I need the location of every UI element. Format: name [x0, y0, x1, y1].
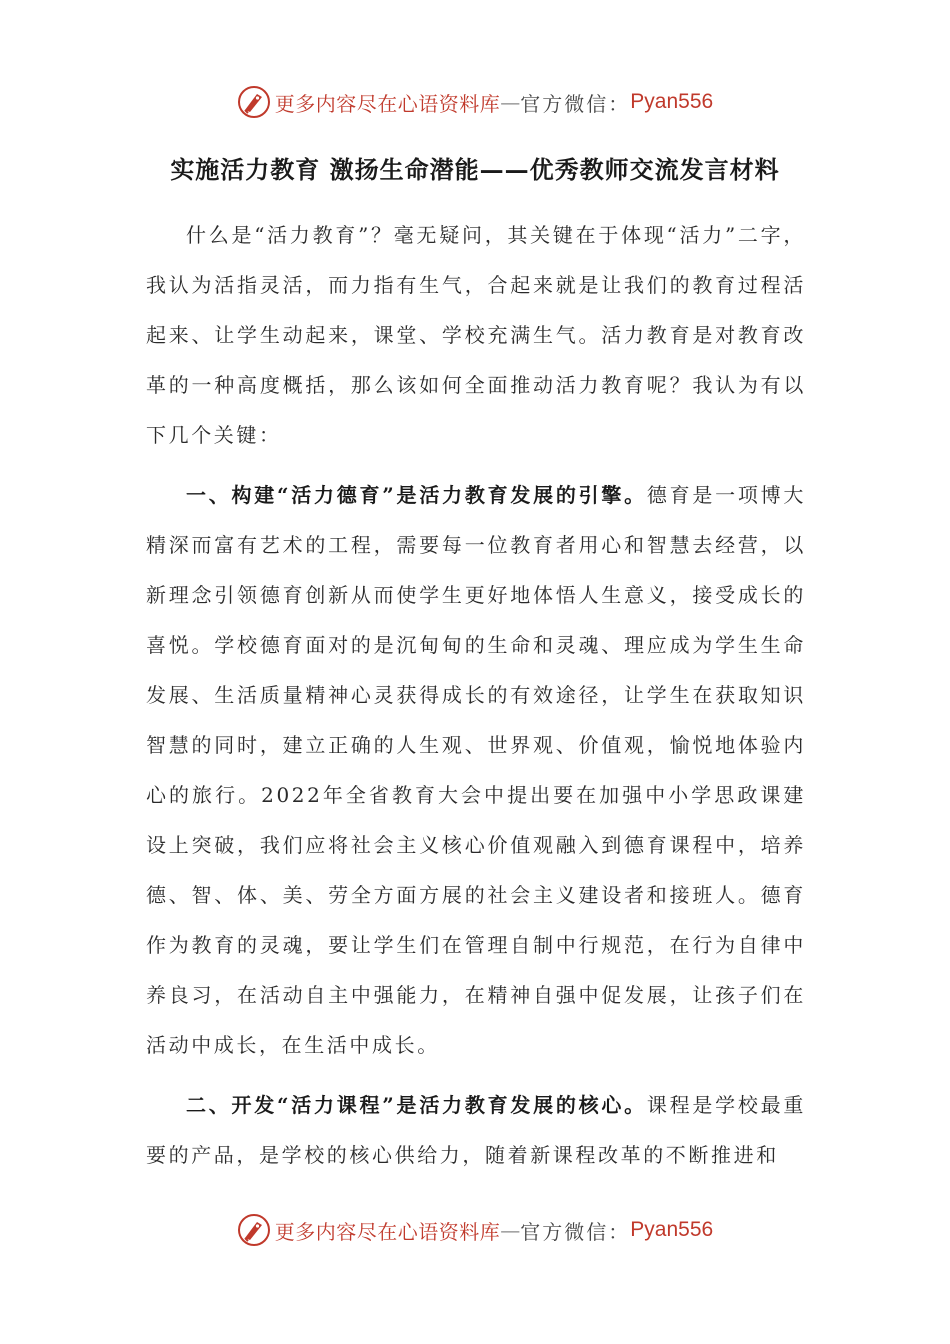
pen-nib-logo-icon [237, 1213, 271, 1247]
watermark-separator: — [500, 90, 521, 114]
paragraph-curriculum [146, 1080, 806, 1180]
paragraph-lead: 二、开发“活力课程”是活力教育发展的核心。 [186, 1093, 647, 1117]
header-watermark [0, 82, 950, 122]
watermark-separator: — [500, 1218, 521, 1242]
paragraph-moral-education [146, 470, 806, 1070]
watermark-site-text: 更多内容尽在心语资料库 [274, 1219, 501, 1244]
paragraph-text: 课程是学校最重要的产品，是学校的核心供给力，随着新课程改革的不断推进和 [146, 1093, 807, 1167]
document-body [146, 210, 806, 1180]
watermark-wechat-label: 官方微信： [520, 91, 631, 116]
watermark-site-text: 更多内容尽在心语资料库 [274, 91, 501, 116]
watermark-wechat-label: 官方微信： [520, 1219, 631, 1244]
paragraph-lead: 一、构建“活力德育”是活力教育发展的引擎。 [186, 483, 647, 507]
pen-nib-logo-icon [237, 85, 271, 119]
watermark-group [237, 1213, 713, 1247]
document-title: 实施活力教育 激扬生命潜能——优秀教师交流发言材料 [170, 155, 780, 184]
watermark-wechat-id: Pyan556 [630, 1218, 714, 1241]
paragraph-intro [146, 210, 806, 460]
watermark-wechat-id: Pyan556 [630, 90, 714, 113]
watermark-group [237, 85, 713, 119]
paragraph-text: 德育是一项博大精深而富有艺术的工程，需要每一位教育者用心和智慧去经营，以新理念引领德育创新从而使学生更好地体悟人生意义，接受成长的喜悦。学校德育面对的是沉甸甸的生命和灵魂、理应成为学生生命发展、生活质量精神心灵获得成长的有效途径，让学生在获取知识智慧的同时，建立正确的人生观、世界观、价值观，愉悦地体验内心的旅行。2022年全省教育大会中提出要在加强中小学思政课建设上突破，我们应将社会主义核心价值观融入到德育课程中，培养德、智、体、美、劳全方面方展的社会主义建设者和接班人。德育作为教育的灵魂，要让学生们在管理自制中行规范，在行为自律中养良习，在活动自主中强能力，在精神自强中促发展，让孩子们在活动中成长，在生活中成长。 [146, 483, 807, 1057]
footer-watermark [0, 1210, 950, 1250]
paragraph-text: 什么是“活力教育”？毫无疑问，其关键在于体现“活力”二字，我认为活指灵活，而力指有生气，合起来就是让我们的教育过程活起来、让学生动起来，课堂、学校充满生气。活力教育是对教育改革的一种高度概括，那么该如何全面推动活力教育呢？我认为有以下几个关键： [146, 223, 806, 447]
